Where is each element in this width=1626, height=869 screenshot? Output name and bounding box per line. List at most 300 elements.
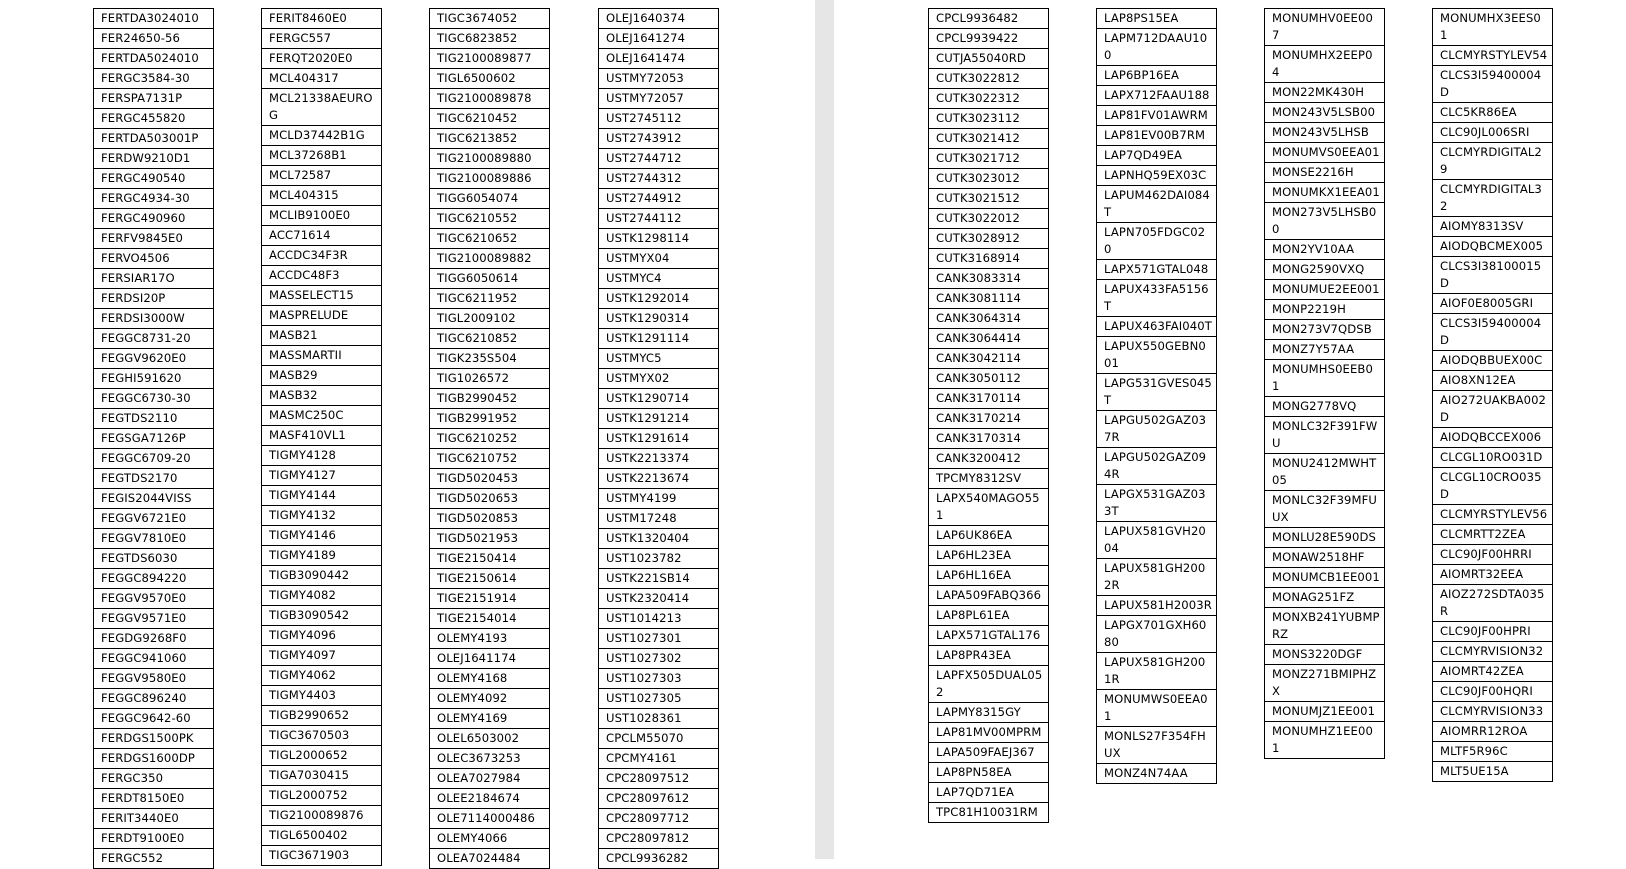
table-row <box>1433 294 1553 314</box>
table-row <box>599 829 719 849</box>
product-code-cell: CUTK3022812 <box>929 69 1049 89</box>
product-code-cell: MONAG251FZ <box>1265 588 1385 608</box>
table-row <box>94 9 214 29</box>
table-row <box>1265 722 1385 759</box>
product-code-cell: MONG2590VXQ <box>1265 260 1385 280</box>
product-code-cell: TIGK235S504 <box>430 349 550 369</box>
table-row <box>1265 9 1385 46</box>
table-row <box>94 829 214 849</box>
table-row <box>262 266 382 286</box>
table-row <box>262 146 382 166</box>
product-code-cell: CPC28097512 <box>599 769 719 789</box>
product-code-cell: MONZ7Y57AA <box>1265 340 1385 360</box>
table-row <box>262 486 382 506</box>
table-row <box>94 429 214 449</box>
table-row <box>929 129 1049 149</box>
product-code-cell: TIGG6050614 <box>430 269 550 289</box>
table-row <box>94 109 214 129</box>
product-code-cell: MASB29 <box>262 366 382 386</box>
table-row <box>1265 665 1385 702</box>
product-code-cell: LAPUX581GH2002R <box>1097 559 1217 596</box>
table-row <box>430 49 550 69</box>
table-row <box>1097 764 1217 784</box>
table-row <box>94 569 214 589</box>
table-row <box>94 289 214 309</box>
product-code-cell: CANK3083314 <box>929 269 1049 289</box>
product-code-cell: MONS3220DGF <box>1265 645 1385 665</box>
table-row <box>1097 186 1217 223</box>
table-row <box>929 409 1049 429</box>
product-code-cell: USTMYX02 <box>599 369 719 389</box>
product-code-cell: FERVO4506 <box>94 249 214 269</box>
table-row <box>1433 565 1553 585</box>
product-code-cell: LAPUX550GEBN001 <box>1097 337 1217 374</box>
product-code-cell: MCLD37442B1G <box>262 126 382 146</box>
table-row <box>94 509 214 529</box>
product-code-cell: MASPRELUDE <box>262 306 382 326</box>
product-code-cell: TIGMY4128 <box>262 446 382 466</box>
product-code-cell: MONUMCB1EE001 <box>1265 568 1385 588</box>
table-row <box>1265 454 1385 491</box>
product-code-cell: USTMYC5 <box>599 349 719 369</box>
table-row <box>430 169 550 189</box>
product-code-cell: LAPMY8315GY <box>929 703 1049 723</box>
product-code-cell: MONUMUE2EE001 <box>1265 280 1385 300</box>
table-row <box>430 529 550 549</box>
product-code-cell: MASB21 <box>262 326 382 346</box>
table-row <box>430 369 550 389</box>
code-table <box>1264 8 1385 759</box>
product-code-cell: MONU2412MWHT05 <box>1265 454 1385 491</box>
product-code-cell: CLC90JL006SRI <box>1433 123 1553 143</box>
table-row <box>94 149 214 169</box>
product-code-cell: FEGSGA7126P <box>94 429 214 449</box>
table-row <box>430 629 550 649</box>
table-row <box>1265 260 1385 280</box>
table-row <box>929 449 1049 469</box>
product-code-cell: LAPA509FABQ366 <box>929 586 1049 606</box>
table-row <box>929 546 1049 566</box>
product-code-cell: ACC71614 <box>262 226 382 246</box>
product-code-cell: USTMY4199 <box>599 489 719 509</box>
left-page <box>0 0 815 865</box>
product-code-cell: TIGMY4132 <box>262 506 382 526</box>
table-row <box>94 349 214 369</box>
product-code-cell: TPC81H10031RM <box>929 803 1049 823</box>
product-code-cell: CLC90JF00HQRI <box>1433 682 1553 702</box>
table-row <box>599 529 719 549</box>
table-row <box>599 329 719 349</box>
product-code-cell: USTM17248 <box>599 509 719 529</box>
table-row <box>929 89 1049 109</box>
product-code-cell: LAPUX581GH2001R <box>1097 653 1217 690</box>
table-row <box>262 626 382 646</box>
table-row <box>262 806 382 826</box>
table-row <box>430 489 550 509</box>
product-code-cell: MONUMWS0EEA01 <box>1097 690 1217 727</box>
left-column-2 <box>261 8 382 866</box>
table-row <box>262 326 382 346</box>
product-code-cell: MONP2219H <box>1265 300 1385 320</box>
table-row <box>262 666 382 686</box>
table-row <box>430 609 550 629</box>
table-row <box>430 649 550 669</box>
product-code-cell: MONLC32F391FWU <box>1265 417 1385 454</box>
product-code-cell: MON2YV10AA <box>1265 240 1385 260</box>
product-code-cell: UST2744312 <box>599 169 719 189</box>
product-code-cell: MLT5UE15A <box>1433 762 1553 782</box>
product-code-cell: AIO8XN12EA <box>1433 371 1553 391</box>
right-column-4 <box>1432 8 1553 782</box>
product-code-cell: MCL21338AEUROG <box>262 89 382 126</box>
table-row <box>262 366 382 386</box>
table-row <box>929 566 1049 586</box>
table-row <box>1433 371 1553 391</box>
table-row <box>94 449 214 469</box>
table-row <box>1433 217 1553 237</box>
table-row <box>1265 83 1385 103</box>
table-row <box>1433 642 1553 662</box>
table-row <box>929 289 1049 309</box>
table-row <box>599 229 719 249</box>
product-code-cell: USTK2213674 <box>599 469 719 489</box>
product-code-cell: LAPX571GTAL176 <box>929 626 1049 646</box>
product-code-cell: TIGMY4096 <box>262 626 382 646</box>
table-row <box>262 446 382 466</box>
product-code-cell: FEGGC6709-20 <box>94 449 214 469</box>
product-code-cell: CANK3170314 <box>929 429 1049 449</box>
product-code-cell: TIGL6500402 <box>262 826 382 846</box>
table-row <box>929 469 1049 489</box>
table-row <box>1265 702 1385 722</box>
left-column-1 <box>93 8 214 869</box>
table-row <box>94 269 214 289</box>
table-row <box>1265 183 1385 203</box>
product-code-cell: CLC5KR86EA <box>1433 103 1553 123</box>
table-row <box>94 529 214 549</box>
table-row <box>94 49 214 69</box>
table-row <box>430 449 550 469</box>
table-row <box>1097 727 1217 764</box>
right-column-1 <box>928 8 1049 823</box>
product-code-cell: LAP8PS15EA <box>1097 9 1217 29</box>
table-row <box>1265 548 1385 568</box>
table-row <box>1433 46 1553 66</box>
table-row <box>262 386 382 406</box>
table-row <box>262 49 382 69</box>
product-code-cell: TPCMY8312SV <box>929 469 1049 489</box>
product-code-cell: CLCMYRDIGITAL29 <box>1433 143 1553 180</box>
table-row <box>1097 223 1217 260</box>
table-row <box>929 349 1049 369</box>
table-row <box>430 149 550 169</box>
table-row <box>1097 522 1217 559</box>
table-row <box>430 669 550 689</box>
product-code-cell: OLEA7027984 <box>430 769 550 789</box>
table-row <box>430 269 550 289</box>
product-code-cell: LAPX712FAAU188 <box>1097 86 1217 106</box>
product-code-cell: AIOZ272SDTA035R <box>1433 585 1553 622</box>
product-code-cell: CUTK3021412 <box>929 129 1049 149</box>
product-code-cell: MCL37268B1 <box>262 146 382 166</box>
table-row <box>94 329 214 349</box>
product-code-cell: OLEMY4066 <box>430 829 550 849</box>
table-row <box>262 466 382 486</box>
table-row <box>430 409 550 429</box>
table-row <box>430 249 550 269</box>
product-code-cell: MCLIB9100E0 <box>262 206 382 226</box>
table-row <box>599 609 719 629</box>
table-row <box>1433 468 1553 505</box>
product-code-cell: TIGMY4144 <box>262 486 382 506</box>
product-code-cell: LAPGX701GXH6080 <box>1097 616 1217 653</box>
table-row <box>929 723 1049 743</box>
product-code-cell: CPCL9936482 <box>929 9 1049 29</box>
product-code-cell: OLEC3673253 <box>430 749 550 769</box>
table-row <box>929 69 1049 89</box>
product-code-cell: UST2744712 <box>599 149 719 169</box>
table-row <box>1097 653 1217 690</box>
table-row <box>94 549 214 569</box>
product-code-cell: CUTK3021512 <box>929 189 1049 209</box>
product-code-cell: LAPUX463FAI040T <box>1097 317 1217 337</box>
table-row <box>262 786 382 806</box>
product-code-cell: FEGTDS6030 <box>94 549 214 569</box>
right-column-3 <box>1264 8 1385 759</box>
product-code-cell: AIOMY8313SV <box>1433 217 1553 237</box>
product-code-cell: AIODQBCMEX005 <box>1433 237 1553 257</box>
product-code-cell: UST2743912 <box>599 129 719 149</box>
table-row <box>94 469 214 489</box>
product-code-cell: FERGC350 <box>94 769 214 789</box>
product-code-cell: UST1028361 <box>599 709 719 729</box>
product-code-cell: OLEMY4092 <box>430 689 550 709</box>
product-code-cell: MONUMJZ1EE001 <box>1265 702 1385 722</box>
product-code-cell: USTMY72053 <box>599 69 719 89</box>
table-row <box>1097 317 1217 337</box>
product-code-cell: CUTK3023112 <box>929 109 1049 129</box>
product-code-cell: FEGTDS2170 <box>94 469 214 489</box>
table-row <box>929 269 1049 289</box>
product-code-cell: FEGHI591620 <box>94 369 214 389</box>
product-code-cell: USTK1291614 <box>599 429 719 449</box>
product-code-cell: CLCS3I59400004D <box>1433 314 1553 351</box>
table-row <box>262 306 382 326</box>
product-code-cell: CUTK3022012 <box>929 209 1049 229</box>
product-code-cell: CLCMYRSTYLEV56 <box>1433 505 1553 525</box>
table-row <box>929 586 1049 606</box>
table-row <box>262 606 382 626</box>
table-row <box>1097 411 1217 448</box>
table-row <box>599 409 719 429</box>
product-code-cell: UST1027305 <box>599 689 719 709</box>
product-code-cell: USTK1291214 <box>599 409 719 429</box>
product-code-cell: TIGB2990452 <box>430 389 550 409</box>
table-row <box>262 726 382 746</box>
product-code-cell: MONSE2216H <box>1265 163 1385 183</box>
product-code-cell: CUTK3023012 <box>929 169 1049 189</box>
product-code-cell: MONUMHS0EEB01 <box>1265 360 1385 397</box>
table-row <box>262 9 382 29</box>
product-code-cell: TIGMY4403 <box>262 686 382 706</box>
table-row <box>1433 505 1553 525</box>
table-row <box>1265 300 1385 320</box>
table-row <box>1265 645 1385 665</box>
table-row <box>1097 690 1217 727</box>
code-table <box>93 8 214 869</box>
product-code-cell: MASB32 <box>262 386 382 406</box>
table-row <box>262 706 382 726</box>
table-row <box>1265 163 1385 183</box>
table-row <box>94 189 214 209</box>
product-code-cell: UST1027301 <box>599 629 719 649</box>
product-code-cell: CUTJA55040RD <box>929 49 1049 69</box>
product-code-cell: FEGGC894220 <box>94 569 214 589</box>
table-row <box>1097 260 1217 280</box>
product-code-cell: MONZ4N74AA <box>1097 764 1217 784</box>
product-code-cell: USTK1291114 <box>599 329 719 349</box>
table-row <box>599 589 719 609</box>
product-code-cell: TIGC6210752 <box>430 449 550 469</box>
table-row <box>1265 568 1385 588</box>
product-code-cell: AIOF0E8005GRI <box>1433 294 1553 314</box>
product-code-cell: LAP6BP16EA <box>1097 66 1217 86</box>
table-row <box>1433 762 1553 782</box>
table-row <box>430 329 550 349</box>
table-row <box>262 206 382 226</box>
table-row <box>1097 29 1217 66</box>
product-code-cell: FEGGV9580E0 <box>94 669 214 689</box>
product-code-cell: FEGGV9620E0 <box>94 349 214 369</box>
product-code-cell: MASMC250C <box>262 406 382 426</box>
product-code-cell: LAPNHQ59EX03C <box>1097 166 1217 186</box>
table-row <box>94 669 214 689</box>
product-code-cell: FERIT8460E0 <box>262 9 382 29</box>
table-row <box>94 489 214 509</box>
table-row <box>599 649 719 669</box>
table-row <box>1097 280 1217 317</box>
table-row <box>262 426 382 446</box>
product-code-cell: TIGC6210452 <box>430 109 550 129</box>
table-row <box>929 646 1049 666</box>
table-row <box>430 569 550 589</box>
product-code-cell: AIO272UAKBA002D <box>1433 391 1553 428</box>
product-code-cell: USTMYX04 <box>599 249 719 269</box>
product-code-cell: MLTF5R96C <box>1433 742 1553 762</box>
product-code-cell: FERGC552 <box>94 849 214 869</box>
table-row <box>929 703 1049 723</box>
code-table <box>261 8 382 866</box>
table-row <box>599 109 719 129</box>
table-row <box>94 629 214 649</box>
table-row <box>599 89 719 109</box>
product-code-cell: MCL72587 <box>262 166 382 186</box>
table-row <box>599 269 719 289</box>
product-code-cell: CUTK3168914 <box>929 249 1049 269</box>
table-row <box>262 406 382 426</box>
product-code-cell: LAP8PN58EA <box>929 763 1049 783</box>
table-row <box>262 766 382 786</box>
table-row <box>430 129 550 149</box>
product-code-cell: LAP6UK86EA <box>929 526 1049 546</box>
product-code-cell: TIGMY4189 <box>262 546 382 566</box>
table-row <box>1433 391 1553 428</box>
product-code-cell: CPCL9936282 <box>599 849 719 869</box>
product-code-cell: OLEJ1641174 <box>430 649 550 669</box>
table-row <box>929 189 1049 209</box>
product-code-cell: TIGMY4082 <box>262 586 382 606</box>
product-code-cell: FERDGS1600DP <box>94 749 214 769</box>
table-row <box>1265 528 1385 548</box>
table-row <box>430 549 550 569</box>
table-row <box>262 226 382 246</box>
table-row <box>94 809 214 829</box>
product-code-cell: CANK3064314 <box>929 309 1049 329</box>
product-code-cell: CANK3050112 <box>929 369 1049 389</box>
product-code-cell: CANK3170114 <box>929 389 1049 409</box>
right-column-2 <box>1096 8 1217 784</box>
table-row <box>94 89 214 109</box>
table-row <box>1433 314 1553 351</box>
table-row <box>599 729 719 749</box>
product-code-cell: MON22MK430H <box>1265 83 1385 103</box>
product-code-cell: FEGGV7810E0 <box>94 529 214 549</box>
table-row <box>929 309 1049 329</box>
table-row <box>1265 103 1385 123</box>
table-row <box>94 749 214 769</box>
product-code-cell: TIGC3670503 <box>262 726 382 746</box>
product-code-cell: USTK1290714 <box>599 389 719 409</box>
table-row <box>929 209 1049 229</box>
product-code-cell: MON243V5LHSB <box>1265 123 1385 143</box>
table-row <box>262 69 382 89</box>
table-row <box>1097 337 1217 374</box>
product-code-cell: UST2745112 <box>599 109 719 129</box>
code-table <box>598 8 719 869</box>
product-code-cell: TIGA7030415 <box>262 766 382 786</box>
table-row <box>599 469 719 489</box>
product-code-cell: LAPUX581GVH2004 <box>1097 522 1217 559</box>
product-code-cell: FEGGC9642-60 <box>94 709 214 729</box>
product-code-cell: CLCMYRVISION33 <box>1433 702 1553 722</box>
product-code-cell: OLEA7024484 <box>430 849 550 869</box>
product-code-cell: USTK1298114 <box>599 229 719 249</box>
table-row <box>1265 588 1385 608</box>
product-code-cell: USTK1290314 <box>599 309 719 329</box>
product-code-cell: FEGGC6730-30 <box>94 389 214 409</box>
table-row <box>599 389 719 409</box>
table-row <box>1265 340 1385 360</box>
table-row <box>599 629 719 649</box>
table-row <box>430 9 550 29</box>
table-row <box>430 749 550 769</box>
product-code-cell: CLCMYRVISION32 <box>1433 642 1553 662</box>
product-code-cell: TIGD5020453 <box>430 469 550 489</box>
product-code-cell: CLCMYRSTYLEV54 <box>1433 46 1553 66</box>
product-code-cell: TIGC6823852 <box>430 29 550 49</box>
product-code-cell: MASSMARTII <box>262 346 382 366</box>
product-code-cell: MASSELECT15 <box>262 286 382 306</box>
table-row <box>430 289 550 309</box>
product-code-cell: TIGD5020653 <box>430 489 550 509</box>
table-row <box>262 586 382 606</box>
product-code-cell: MONLS27F354FHUX <box>1097 727 1217 764</box>
product-code-cell: LAPN705FDGC020 <box>1097 223 1217 260</box>
product-code-cell: LAPFX505DUAL052 <box>929 666 1049 703</box>
table-row <box>94 409 214 429</box>
product-code-cell: TIGE2154014 <box>430 609 550 629</box>
table-row <box>430 829 550 849</box>
